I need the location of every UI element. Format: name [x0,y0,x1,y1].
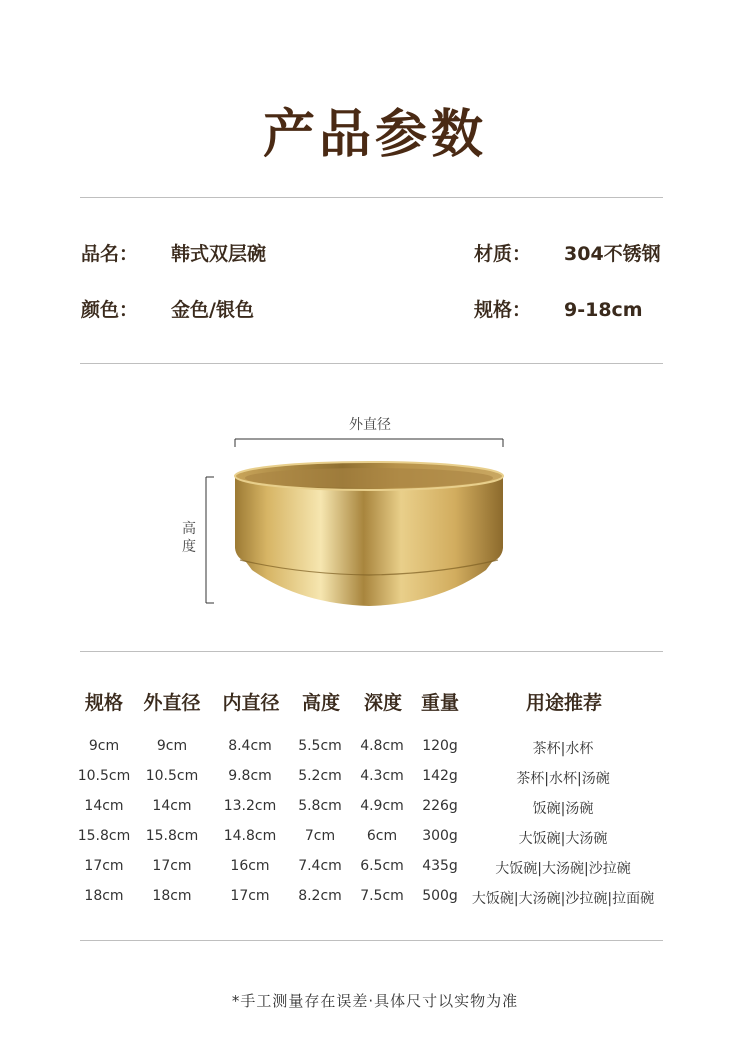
table-cell: 13.2cm [223,798,277,814]
height-dimension [206,477,214,603]
table-cell: 10.5cm [77,768,131,784]
table-cell: 14.8cm [223,828,277,844]
table-cell: 17cm [152,858,192,874]
table-cell: 4.9cm [360,798,404,814]
table-cell: 15.8cm [77,828,131,844]
table-cell: 16cm [230,858,270,874]
table-cell: 饭碗|汤碗 [532,801,594,817]
table-cell: 7.5cm [360,888,404,904]
table-cell: 120g [422,738,458,754]
header-weight: 重量 [420,692,459,714]
table-cell: 17cm [230,888,270,904]
table-cell: 5.5cm [298,738,342,754]
spec-color-label: 颜色： [81,299,139,321]
table-cell: 435g [422,858,458,874]
header-size: 规格 [84,692,123,714]
spec-material-value: 304不锈钢 [564,243,661,265]
measurement-note: *手工测量存在误差·具体尺寸以实物为准 [231,992,519,1010]
table-cell: 4.8cm [360,738,404,754]
table-cell: 茶杯|水杯 [532,741,594,757]
table-cell: 4.3cm [360,768,404,784]
table-cell: 大饭碗|大汤碗 [518,831,608,847]
table-cell: 226g [422,798,458,814]
table-cell: 6cm [366,828,398,844]
table-cell: 5.2cm [298,768,342,784]
spec-color-value: 金色/银色 [171,299,254,321]
spec-size-value: 9-18cm [564,299,643,321]
table-cell: 7.4cm [298,858,342,874]
table-cell: 14cm [84,798,124,814]
table-cell: 142g [422,768,458,784]
height-label-1: 高 [182,521,196,537]
divider-table [80,940,663,941]
table-cell: 9.8cm [228,768,272,784]
bowl-image [235,462,503,606]
table-cell: 大饭碗|大汤碗|沙拉碗 [495,861,631,877]
table-cell: 18cm [84,888,124,904]
page-title: 产品参数 [262,105,487,165]
table-cell: 大饭碗|大汤碗|沙拉碗|拉面碗 [471,891,655,907]
table-cell: 500g [422,888,458,904]
table-cell: 18cm [152,888,192,904]
table-cell: 茶杯|水杯|汤碗 [516,771,610,787]
spec-name-value: 韩式双层碗 [171,243,267,265]
table-cell: 7cm [304,828,336,844]
header-usage: 用途推荐 [525,692,602,714]
header-depth: 深度 [363,692,402,714]
table-cell: 14cm [152,798,192,814]
table-cell: 8.2cm [298,888,342,904]
spec-material-label: 材质： [474,243,532,265]
table-cell: 9cm [156,738,188,754]
outer-diameter-dimension [235,439,503,447]
divider-diagram [80,651,663,652]
header-outer-diameter: 外直径 [143,692,201,714]
table-cell: 300g [422,828,458,844]
header-inner-diameter: 内直径 [222,692,280,714]
table-cell: 10.5cm [145,768,199,784]
table-cell: 17cm [84,858,124,874]
table-cell: 9cm [88,738,120,754]
table-cell: 5.8cm [298,798,342,814]
spec-size-label: 规格： [474,299,532,321]
header-height: 高度 [301,692,340,714]
table-cell: 6.5cm [360,858,404,874]
outer-diameter-label: 外直径 [349,417,391,433]
height-label-2: 度 [182,539,196,555]
table-cell: 15.8cm [145,828,199,844]
table-cell: 8.4cm [228,738,272,754]
spec-name-label: 品名： [81,243,139,265]
